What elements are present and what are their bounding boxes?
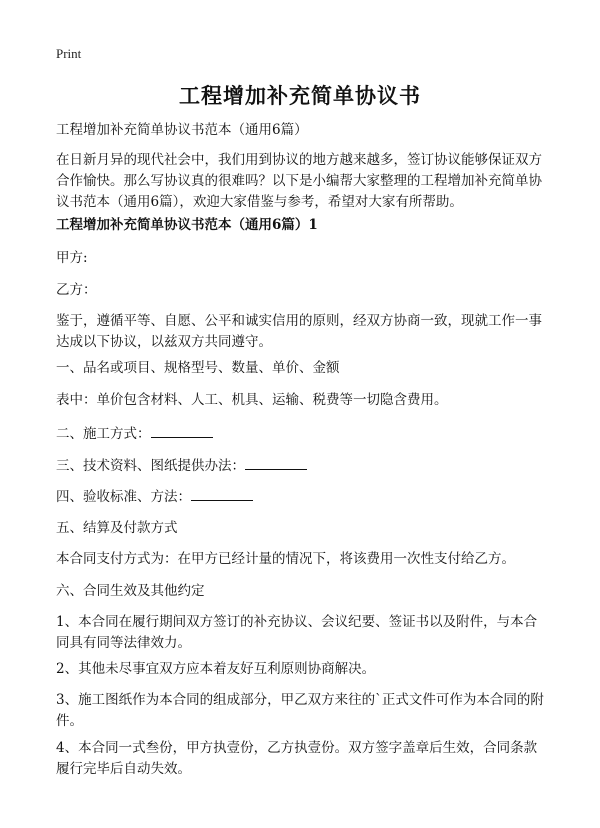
clause-2: 2、其他未尽事宜双方应本着友好互利原则协商解决。 xyxy=(56,661,376,677)
item-3-line xyxy=(56,455,550,477)
item-4-label: 四、验收标准、方法： xyxy=(56,489,191,505)
intro-paragraph: 在日新月异的现代社会中，我们用到协议的地方越来越多，签订协议能够保证双方合作愉快。那么写协议真的很难吗？以下是小编帮大家整理的工程增加补充简单协议书范本（通用6篇），欢迎大家借鉴与参考，希望对大家有所帮助。 xyxy=(56,152,542,210)
item-4-line xyxy=(56,486,550,508)
document-subtitle: 工程增加补充简单协议书范本（通用6篇） xyxy=(56,122,308,138)
item-3-label: 三、技术资料、图纸提供办法： xyxy=(56,458,245,474)
section-heading: 工程增加补充简单协议书范本（通用6篇）1 xyxy=(56,217,318,233)
party-b-line: 乙方： xyxy=(56,282,97,298)
payment-paragraph: 本合同支付方式为：在甲方已经计量的情况下，将该费用一次性支付给乙方。 xyxy=(56,551,515,567)
item-1: 一、品名或项目、规格型号、数量、单价、金额 xyxy=(56,360,340,376)
preamble-paragraph: 鉴于，遵循平等、自愿、公平和诚实信用的原则，经双方协商一致，现就工作一事达成以下协议，以兹双方共同遵守。 xyxy=(56,313,542,350)
clause-1: 1、本合同在履行期间双方签订的补充协议、会议纪要、签证书以及附件，与本合同具有同等法律效力。 xyxy=(56,614,538,651)
item-2-blank xyxy=(151,423,213,438)
item-4-blank xyxy=(191,486,253,501)
item-6: 六、合同生效及其他约定 xyxy=(56,583,205,599)
table-note: 表中：单价包含材料、人工、机具、运输、税费等一切隐含费用。 xyxy=(56,392,448,408)
clause-4: 4、本合同一式叁份，甲方执壹份，乙方执壹份。双方签字盖章后生效，合同条款履行完毕后自动失效。 xyxy=(56,740,538,777)
item-2-label: 二、施工方式： xyxy=(56,426,151,442)
item-3-blank xyxy=(245,455,307,470)
party-a-line: 甲方: xyxy=(56,250,88,266)
item-2-line xyxy=(56,423,550,445)
clause-3: 3、施工图纸作为本合同的组成部分，甲乙双方来往的`正式文件可作为本合同的附件。 xyxy=(56,692,544,729)
print-link[interactable]: Print xyxy=(56,46,82,61)
document-title: 工程增加补充简单协议书 xyxy=(179,83,421,108)
item-5: 五、结算及付款方式 xyxy=(56,520,178,536)
